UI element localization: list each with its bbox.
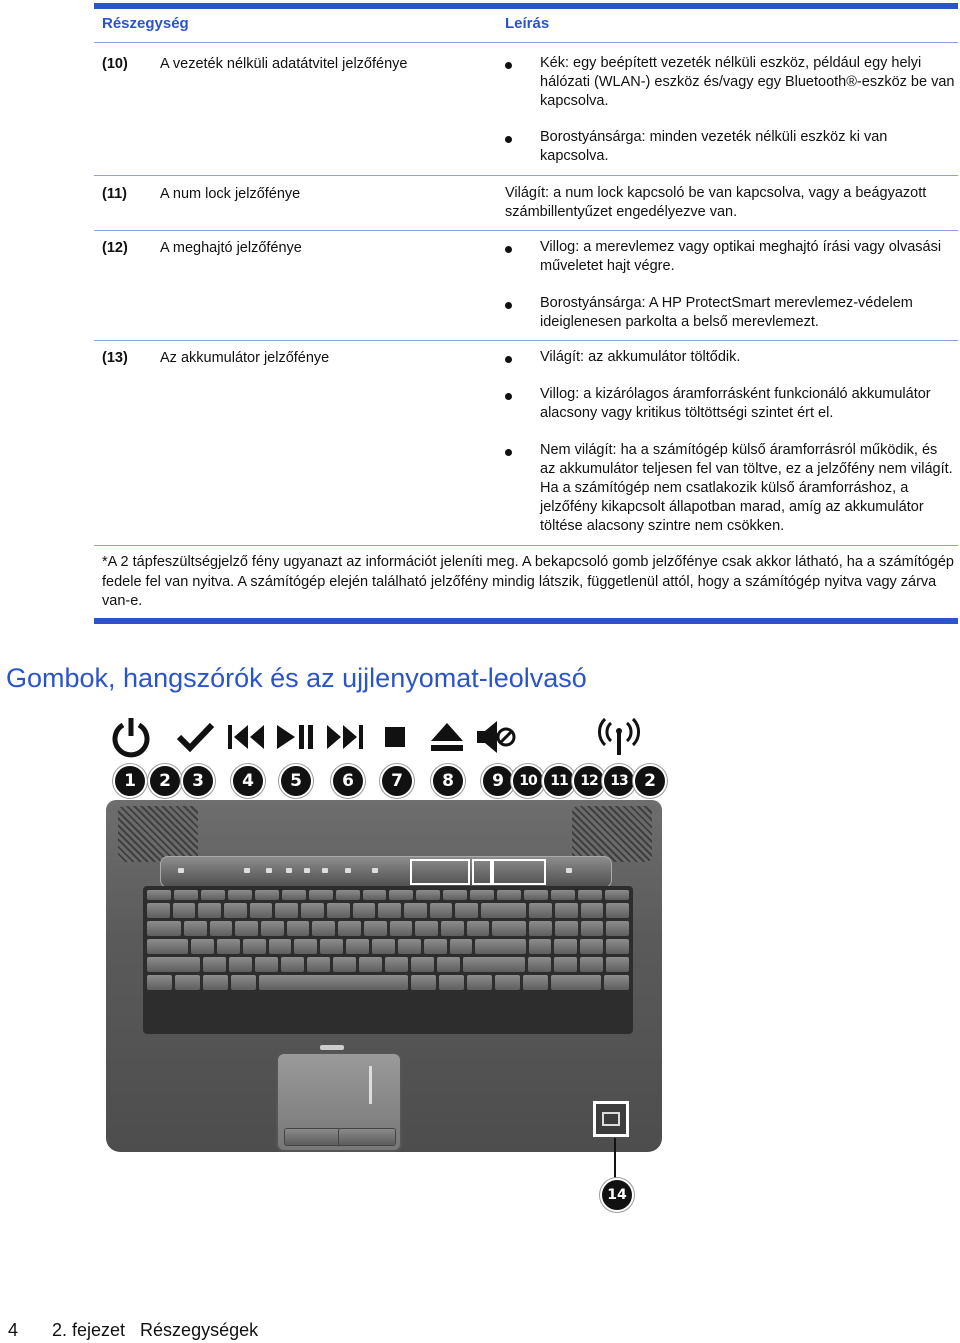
- indicator-led: [286, 868, 292, 873]
- stop-icon: [372, 714, 418, 760]
- row-13-item-3: Nem világít: ha a számítógép külső áramforrásról működik, és az akkumulátor teljesen fel van töltve, ez a jelzőfény nem világít. Ha a számítógép nem csatlakozik külső áramforráshoz, a jelzőfény kikapcsolt állapotban marad, amíg az akkumulátor töltése alacsony szintre nem csökken.: [540, 442, 953, 534]
- callout-1: 1: [113, 764, 147, 798]
- row-13-number: (13): [102, 350, 128, 366]
- callout-10: 10: [511, 764, 545, 798]
- callout-12: 12: [572, 764, 606, 798]
- right-touchpad-button: [338, 1128, 396, 1146]
- row-12-item-1: Villog: a merevlemez vagy optikai meghajtó írási vagy olvasási műveletet hajt végre.: [540, 239, 942, 274]
- table-top-rule: [94, 3, 958, 9]
- bullet: [505, 246, 512, 253]
- row-divider: [94, 175, 958, 176]
- previous-track-icon: [223, 714, 269, 760]
- indicator-led: [322, 868, 328, 873]
- row-11-name: A num lock jelzőfénye: [160, 186, 301, 202]
- callout-11: 11: [542, 764, 576, 798]
- indicator-led: [266, 868, 272, 873]
- header-description: Leírás: [505, 15, 550, 32]
- left-speaker: [118, 806, 198, 862]
- next-track-icon: [322, 714, 368, 760]
- power-led: [178, 868, 184, 873]
- row-divider: [94, 545, 958, 546]
- callout-2: 2: [148, 764, 182, 798]
- header-rule: [94, 42, 958, 43]
- row-10-item-1: Kék: egy beépített vezeték nélküli eszköz, például egy helyi hálózati (WLAN-) eszköz és/vagy egy Bluetooth®-eszköz be van kapcsolva.: [540, 55, 955, 109]
- callout-leader-line: [614, 1138, 616, 1178]
- row-13-item-1: Világít: az akkumulátor töltődik.: [540, 349, 741, 365]
- right-speaker: [572, 806, 652, 862]
- fingerprint-icon: [602, 1112, 620, 1126]
- row-12-number: (12): [102, 240, 128, 256]
- section-title: Gombok, hangszórók és az ujjlenyomat-leolvasó: [6, 663, 587, 693]
- bullet: [505, 449, 512, 456]
- mute-icon: [472, 714, 518, 760]
- highlight-box: [472, 859, 492, 885]
- row-12-name: A meghajtó jelzőfénye: [160, 240, 302, 256]
- indicator-led: [304, 868, 310, 873]
- bullet: [505, 136, 512, 143]
- chapter-footer: 2. fejezet Részegységek: [52, 1320, 259, 1340]
- power-icon: [108, 714, 154, 760]
- keyboard: [143, 886, 633, 1034]
- wireless-led: [566, 868, 572, 873]
- row-11-number: (11): [102, 186, 127, 202]
- callout-8: 8: [431, 764, 465, 798]
- row-13-name: Az akkumulátor jelzőfénye: [160, 350, 330, 366]
- bullet: [505, 356, 512, 363]
- table-bottom-rule: [94, 618, 958, 624]
- callout-5: 5: [279, 764, 313, 798]
- callout-2-right: 2: [633, 764, 667, 798]
- highlight-box: [410, 859, 470, 885]
- callout-14: 14: [600, 1178, 634, 1212]
- table-footnote: *A 2 tápfeszültségjelző fény ugyanazt az információt jeleníti meg. A bekapcsoló gomb jelzőfénye csak akkor látható, ha a számítógép fedele fel van nyitva. A számítógép elején található jelzőfény mindig látszik, függetlenül attól, hogy a számítógép nyitva vagy zárva van-e.: [102, 554, 954, 609]
- callout-6: 6: [331, 764, 365, 798]
- touchpad-scroll-zone: [369, 1066, 372, 1104]
- bullet: [505, 393, 512, 400]
- callout-7: 7: [380, 764, 414, 798]
- bullet: [505, 62, 512, 69]
- callout-13: 13: [602, 764, 636, 798]
- indicator-led: [372, 868, 378, 873]
- checkmark-icon: [172, 714, 218, 760]
- play-pause-icon: [272, 714, 318, 760]
- row-10-name: A vezeték nélküli adatátvitel jelzőfénye: [160, 56, 408, 72]
- row-13-item-2: Villog: a kizárólagos áramforrásként funkcionáló akkumulátor alacsony vagy kritikus töltöttségi szintet ért el.: [540, 386, 931, 421]
- highlight-box: [492, 859, 546, 885]
- indicator-led: [244, 868, 250, 873]
- fingerprint-reader: [593, 1101, 629, 1137]
- bullet: [505, 302, 512, 309]
- header-component: Részegység: [102, 15, 189, 32]
- callout-3: 3: [181, 764, 215, 798]
- callout-4: 4: [231, 764, 265, 798]
- left-touchpad-button: [284, 1128, 342, 1146]
- touchpad-toggle-button: [320, 1045, 344, 1050]
- row-10-number: (10): [102, 56, 128, 72]
- row-divider: [94, 340, 958, 341]
- callout-9: 9: [481, 764, 515, 798]
- eject-icon: [424, 714, 470, 760]
- indicator-led: [345, 868, 351, 873]
- row-11-description: Világít: a num lock kapcsoló be van kapcsolva, vagy a beágyazott számbillentyűzet engedélyezve van.: [505, 185, 927, 220]
- page-number: 4: [8, 1320, 19, 1340]
- wireless-icon: [596, 714, 642, 760]
- row-12-item-2: Borostyánsárga: A HP ProtectSmart merevlemez-védelem ideiglenesen parkolta a belső merevlemezt.: [540, 295, 913, 330]
- row-10-item-2: Borostyánsárga: minden vezeték nélküli eszköz ki van kapcsolva.: [540, 129, 888, 164]
- row-divider: [94, 230, 958, 231]
